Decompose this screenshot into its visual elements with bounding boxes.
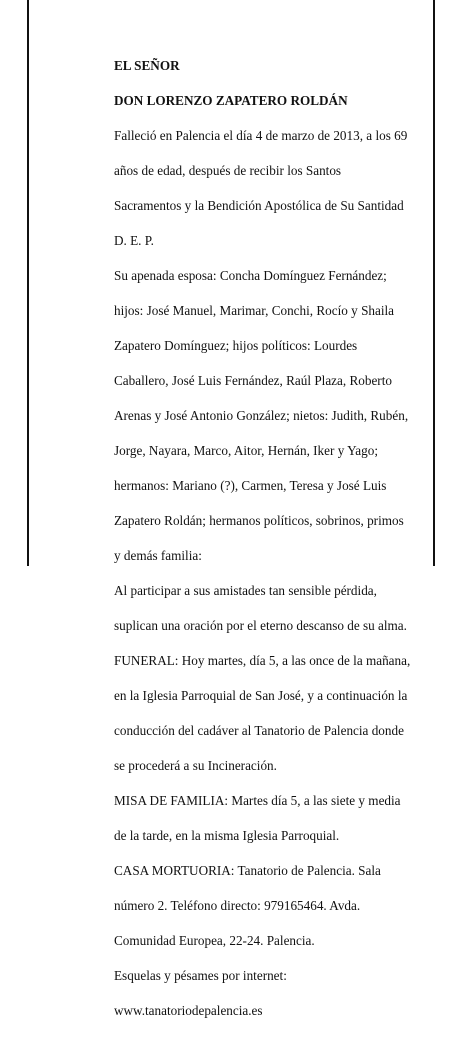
notice-line: Esquelas y pésames por internet: [114, 967, 287, 983]
notice-line: hijos: José Manuel, Marimar, Conchi, Rocío y Shaila [114, 302, 395, 318]
notice-line: Zapatero Roldán; hermanos políticos, sobrinos, primos [114, 512, 404, 528]
left-border-rule [27, 0, 29, 566]
notice-line: D. E. P. [114, 232, 154, 248]
notice-line: Sacramentos y la Bendición Apostólica de Su Santidad [114, 197, 404, 213]
notice-line: número 2. Teléfono directo: 979165464. Avda. [114, 897, 361, 913]
notice-line: Zapatero Domínguez; hijos políticos: Lourdes [114, 337, 358, 353]
website-link: www.tanatoriodepalencia.es [114, 1002, 263, 1018]
notice-line: CASA MORTUORIA: Tanatorio de Palencia. Sala [114, 862, 381, 878]
notice-line: Su apenada esposa: Concha Domínguez Fernández; [114, 267, 387, 283]
notice-line: en la Iglesia Parroquial de San José, y a continuación la [114, 687, 408, 703]
notice-line: de la tarde, en la misma Iglesia Parroquial. [114, 827, 340, 843]
notice-line: se procederá a su Incineración. [114, 757, 277, 773]
notice-title: EL SEÑOR [114, 57, 180, 73]
notice-line: años de edad, después de recibir los Santos [114, 162, 342, 178]
notice-line: suplican una oración por el eterno descanso de su alma. [114, 617, 407, 633]
notice-line: Falleció en Palencia el día 4 de marzo de 2013, a los 69 [114, 127, 408, 143]
notice-line: Al participar a sus amistades tan sensible pérdida, [114, 582, 377, 598]
deceased-name: DON LORENZO ZAPATERO ROLDÁN [114, 92, 348, 108]
notice-line: Caballero, José Luis Fernández, Raúl Plaza, Roberto [114, 372, 392, 388]
notice-line: y demás familia: [114, 547, 202, 563]
notice-line: conducción del cadáver al Tanatorio de Palencia donde [114, 722, 404, 738]
notice-line: hermanos: Mariano (?), Carmen, Teresa y José Luis [114, 477, 387, 493]
notice-line: Jorge, Nayara, Marco, Aitor, Hernán, Iker y Yago; [114, 442, 379, 458]
notice-line: FUNERAL: Hoy martes, día 5, a las once de la mañana, [114, 652, 411, 668]
obituary-notice [114, 39, 434, 1037]
notice-line: Arenas y José Antonio González; nietos: Judith, Rubén, [114, 407, 409, 423]
notice-line: Comunidad Europea, 22-24. Palencia. [114, 932, 315, 948]
notice-line: MISA DE FAMILIA: Martes día 5, a las siete y media [114, 792, 401, 808]
